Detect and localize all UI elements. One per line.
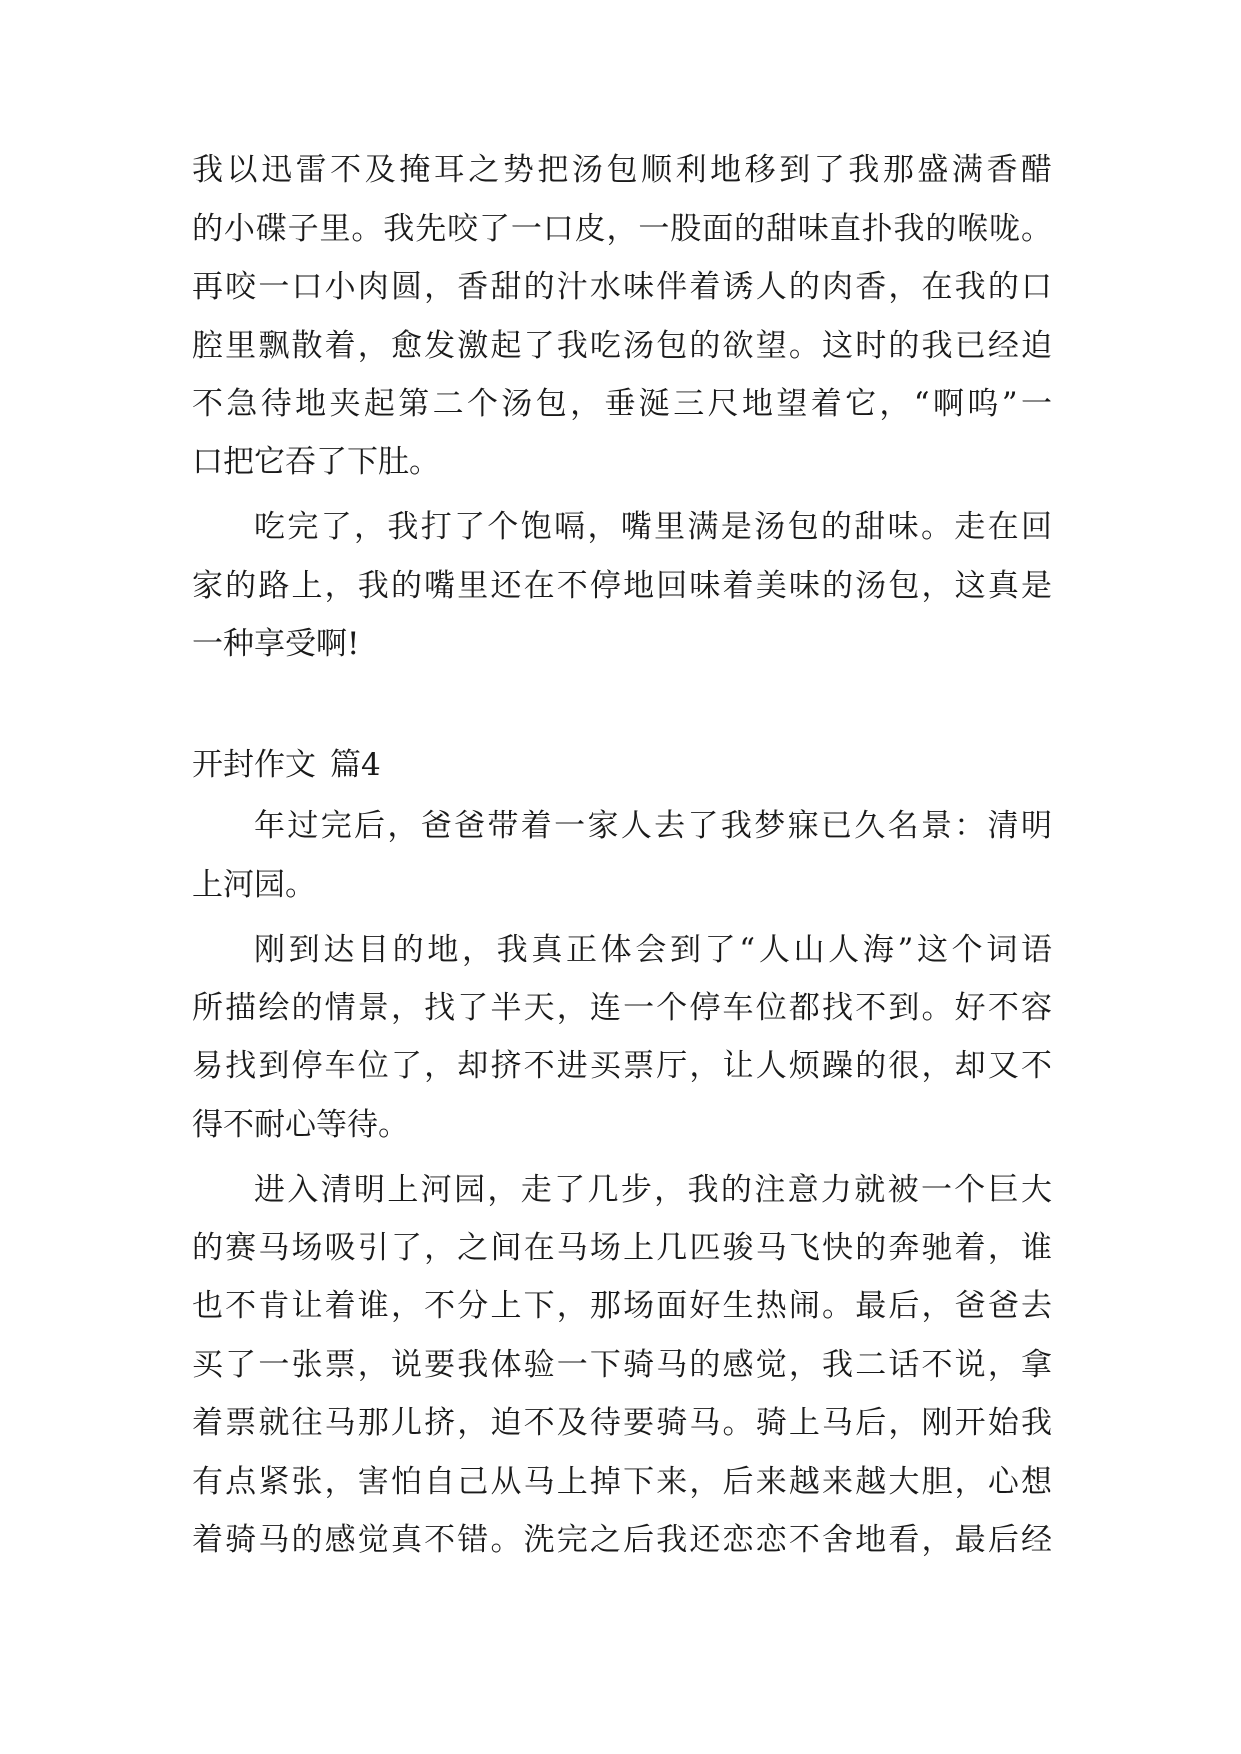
text-line: 着骑马的感觉真不错。洗完之后我还恋恋不舍地看，最后经 <box>192 1522 1052 1558</box>
text-line: 得不耐心等待。 <box>192 1107 409 1143</box>
text-line: 我以迅雷不及掩耳之势把汤包顺利地移到了我那盛满香醋 <box>192 152 1052 188</box>
text-line: 也不肯让着谁，不分上下，那场面好生热闹。最后，爸爸去 <box>192 1288 1052 1324</box>
text-line: 所描绘的情景，找了半天，连一个停车位都找不到。好不容 <box>192 990 1052 1026</box>
text-line: 口把它吞了下肚。 <box>192 444 440 480</box>
text-line: 再咬一口小肉圆，香甜的汁水味伴着诱人的肉香，在我的口 <box>192 269 1052 305</box>
text-line: 腔里飘散着，愈发激起了我吃汤包的欲望。这时的我已经迫 <box>192 328 1052 364</box>
text-line: 进入清明上河园，走了几步，我的注意力就被一个巨大 <box>254 1172 1052 1208</box>
text-line: 易找到停车位了，却挤不进买票厅，让人烦躁的很，却又不 <box>192 1048 1052 1084</box>
section-heading <box>192 745 1052 785</box>
section-heading-label: 篇4 <box>330 747 381 783</box>
section-heading-title: 开封作文 <box>192 747 316 783</box>
text-line: 上河园。 <box>192 867 316 903</box>
text-line: 年过完后，爸爸带着一家人去了我梦寐已久名景：清明 <box>254 808 1052 844</box>
text-line: 的赛马场吸引了，之间在马场上几匹骏马飞快的奔驰着，谁 <box>192 1230 1052 1266</box>
text-line: 一种享受啊! <box>192 626 360 662</box>
text-line: 吃完了，我打了个饱嗝，嘴里满是汤包的甜味。走在回 <box>254 509 1052 545</box>
text-line: 有点紧张，害怕自己从马上掉下来，后来越来越大胆，心想 <box>192 1464 1052 1500</box>
text-line: 不急待地夹起第二个汤包，垂涎三尺地望着它，“啊呜”一 <box>192 386 1052 422</box>
text-line: 刚到达目的地，我真正体会到了“人山人海”这个词语 <box>254 932 1052 968</box>
text-line: 着票就往马那儿挤，迫不及待要骑马。骑上马后，刚开始我 <box>192 1405 1052 1441</box>
text-line: 家的路上，我的嘴里还在不停地回味着美味的汤包，这真是 <box>192 568 1052 604</box>
text-line: 买了一张票，说要我体验一下骑马的感觉，我二话不说，拿 <box>192 1347 1052 1383</box>
text-line: 的小碟子里。我先咬了一口皮，一股面的甜味直扑我的喉咙。 <box>192 211 1052 247</box>
